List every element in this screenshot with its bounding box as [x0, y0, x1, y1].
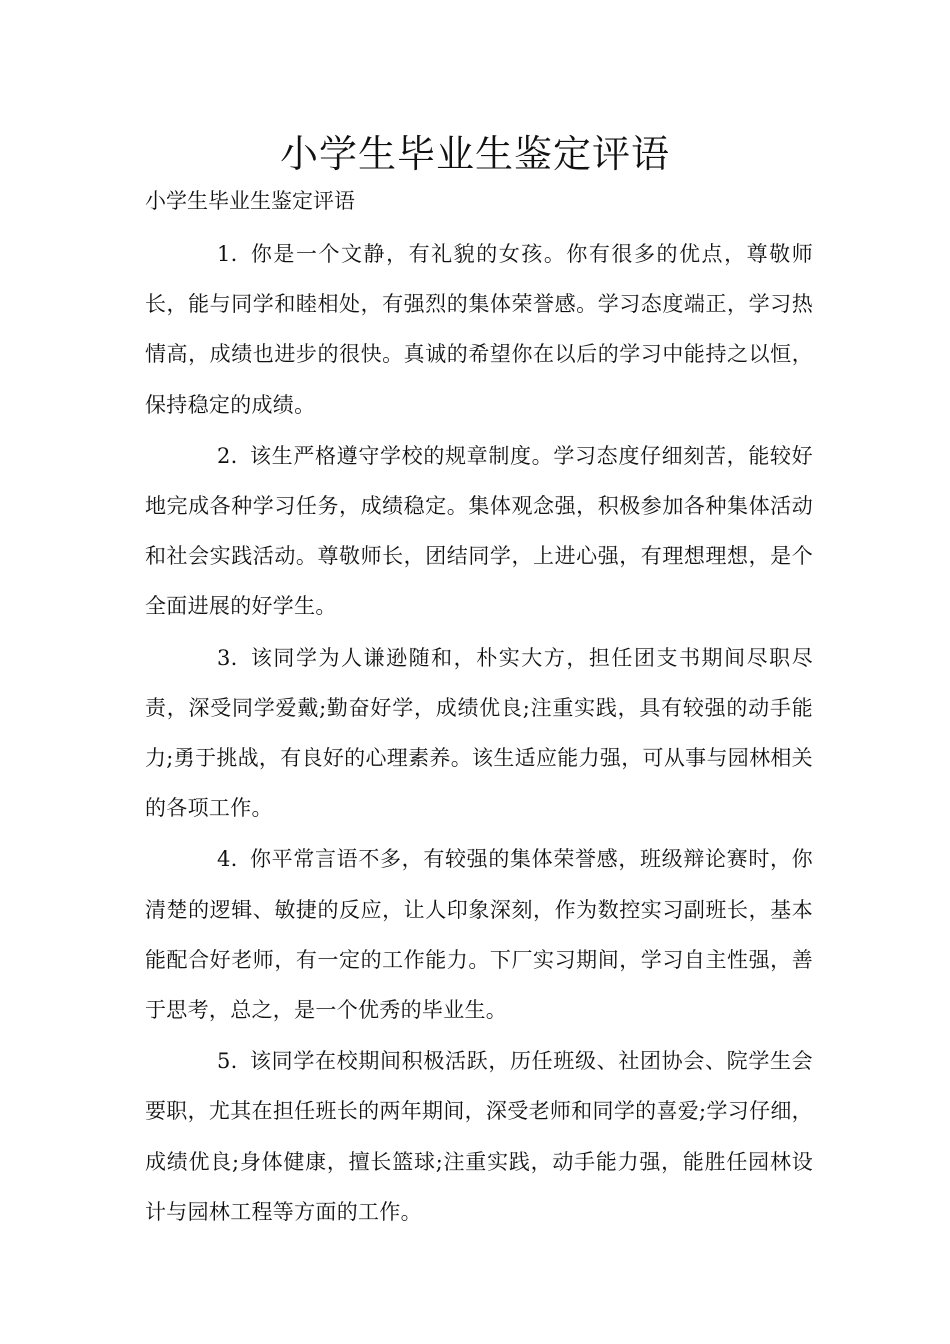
- paragraph-number: 5.: [217, 1049, 238, 1074]
- paragraph-4: [145, 834, 813, 1035]
- paragraph-number: 3.: [217, 645, 238, 670]
- paragraph-2: [145, 431, 813, 632]
- paragraph-text: 该同学在校期间积极活跃，历任班级、社团协会、院学生会要职，尤其在担任班长的两年期间，深受老师和同学的喜爱;学习仔细，成绩优良;身体健康，擅长篮球;注重实践，动手能力强，能胜任园林设计与园林工程等方面的工作。: [145, 1049, 813, 1224]
- paragraph-text: 你是一个文静，有礼貌的女孩。你有很多的优点，尊敬师长，能与同学和睦相处，有强烈的集体荣誉感。学习态度端正，学习热情高，成绩也进步的很快。真诚的希望你在以后的学习中能持之以恒，保持稳定的成绩。: [145, 242, 813, 417]
- paragraph-1: [145, 229, 813, 430]
- paragraph-text: 该同学为人谦逊随和，朴实大方，担任团支书期间尽职尽责，深受同学爱戴;勤奋好学，成绩优良;注重实践，具有较强的动手能力;勇于挑战，有良好的心理素养。该生适应能力强，可从事与园林相关的各项工作。: [145, 645, 813, 821]
- paragraph-number: 2.: [217, 443, 238, 468]
- paragraph-3: [145, 633, 813, 834]
- paragraph-text: 该生严格遵守学校的规章制度。学习态度仔细刻苦，能较好地完成各种学习任务，成绩稳定。集体观念强，积极参加各种集体活动和社会实践活动。尊敬师长，团结同学，上进心强，有理想理想，是个全面进展的好学生。: [145, 443, 813, 619]
- document-title: 小学生毕业生鉴定评语: [279, 132, 670, 176]
- document-body: [145, 229, 813, 1238]
- paragraph-5: [145, 1036, 813, 1237]
- paragraph-text: 你平常言语不多，有较强的集体荣誉感，班级辩论赛时，你清楚的逻辑、敏捷的反应，让人印象深刻，作为数控实习副班长，基本能配合好老师，有一定的工作能力。下厂实习期间，学习自主性强，善于思考，总之，是一个优秀的毕业生。: [145, 847, 813, 1023]
- paragraph-number: 4.: [217, 847, 238, 872]
- paragraph-number: 1.: [217, 242, 238, 266]
- document-subtitle: 小学生毕业生鉴定评语: [145, 189, 355, 213]
